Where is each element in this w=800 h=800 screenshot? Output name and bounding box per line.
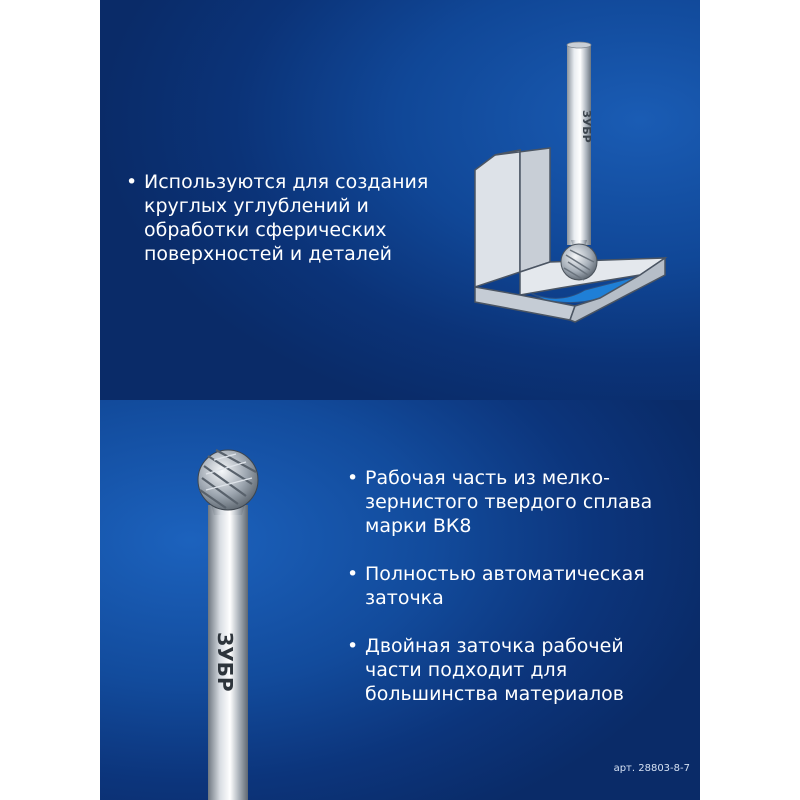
- drill-bit-icon: [198, 450, 258, 800]
- bottom-shank-brand: ЗУБР: [213, 632, 237, 692]
- feature-double-cut: • Двойная заточка рабочей части подходит для большинства материалов: [345, 634, 685, 706]
- top-feature-item: • Используются для создания круглых углублений и обработки сферических поверхностей и деталей: [124, 170, 454, 266]
- top-feature-list: [124, 170, 454, 266]
- feature-sharpening: • Полностью автоматическая заточка: [345, 562, 685, 610]
- bottom-feature-list: [345, 466, 685, 730]
- top-shank-brand: ЗУБР: [580, 110, 593, 143]
- top-panel: [100, 0, 700, 400]
- drill-bit-icon: [561, 42, 597, 280]
- article-number: арт. 28803-8-7: [613, 763, 690, 774]
- feature-material: • Рабочая часть из мелко-зернистого твердого сплава марки ВК8: [345, 466, 685, 538]
